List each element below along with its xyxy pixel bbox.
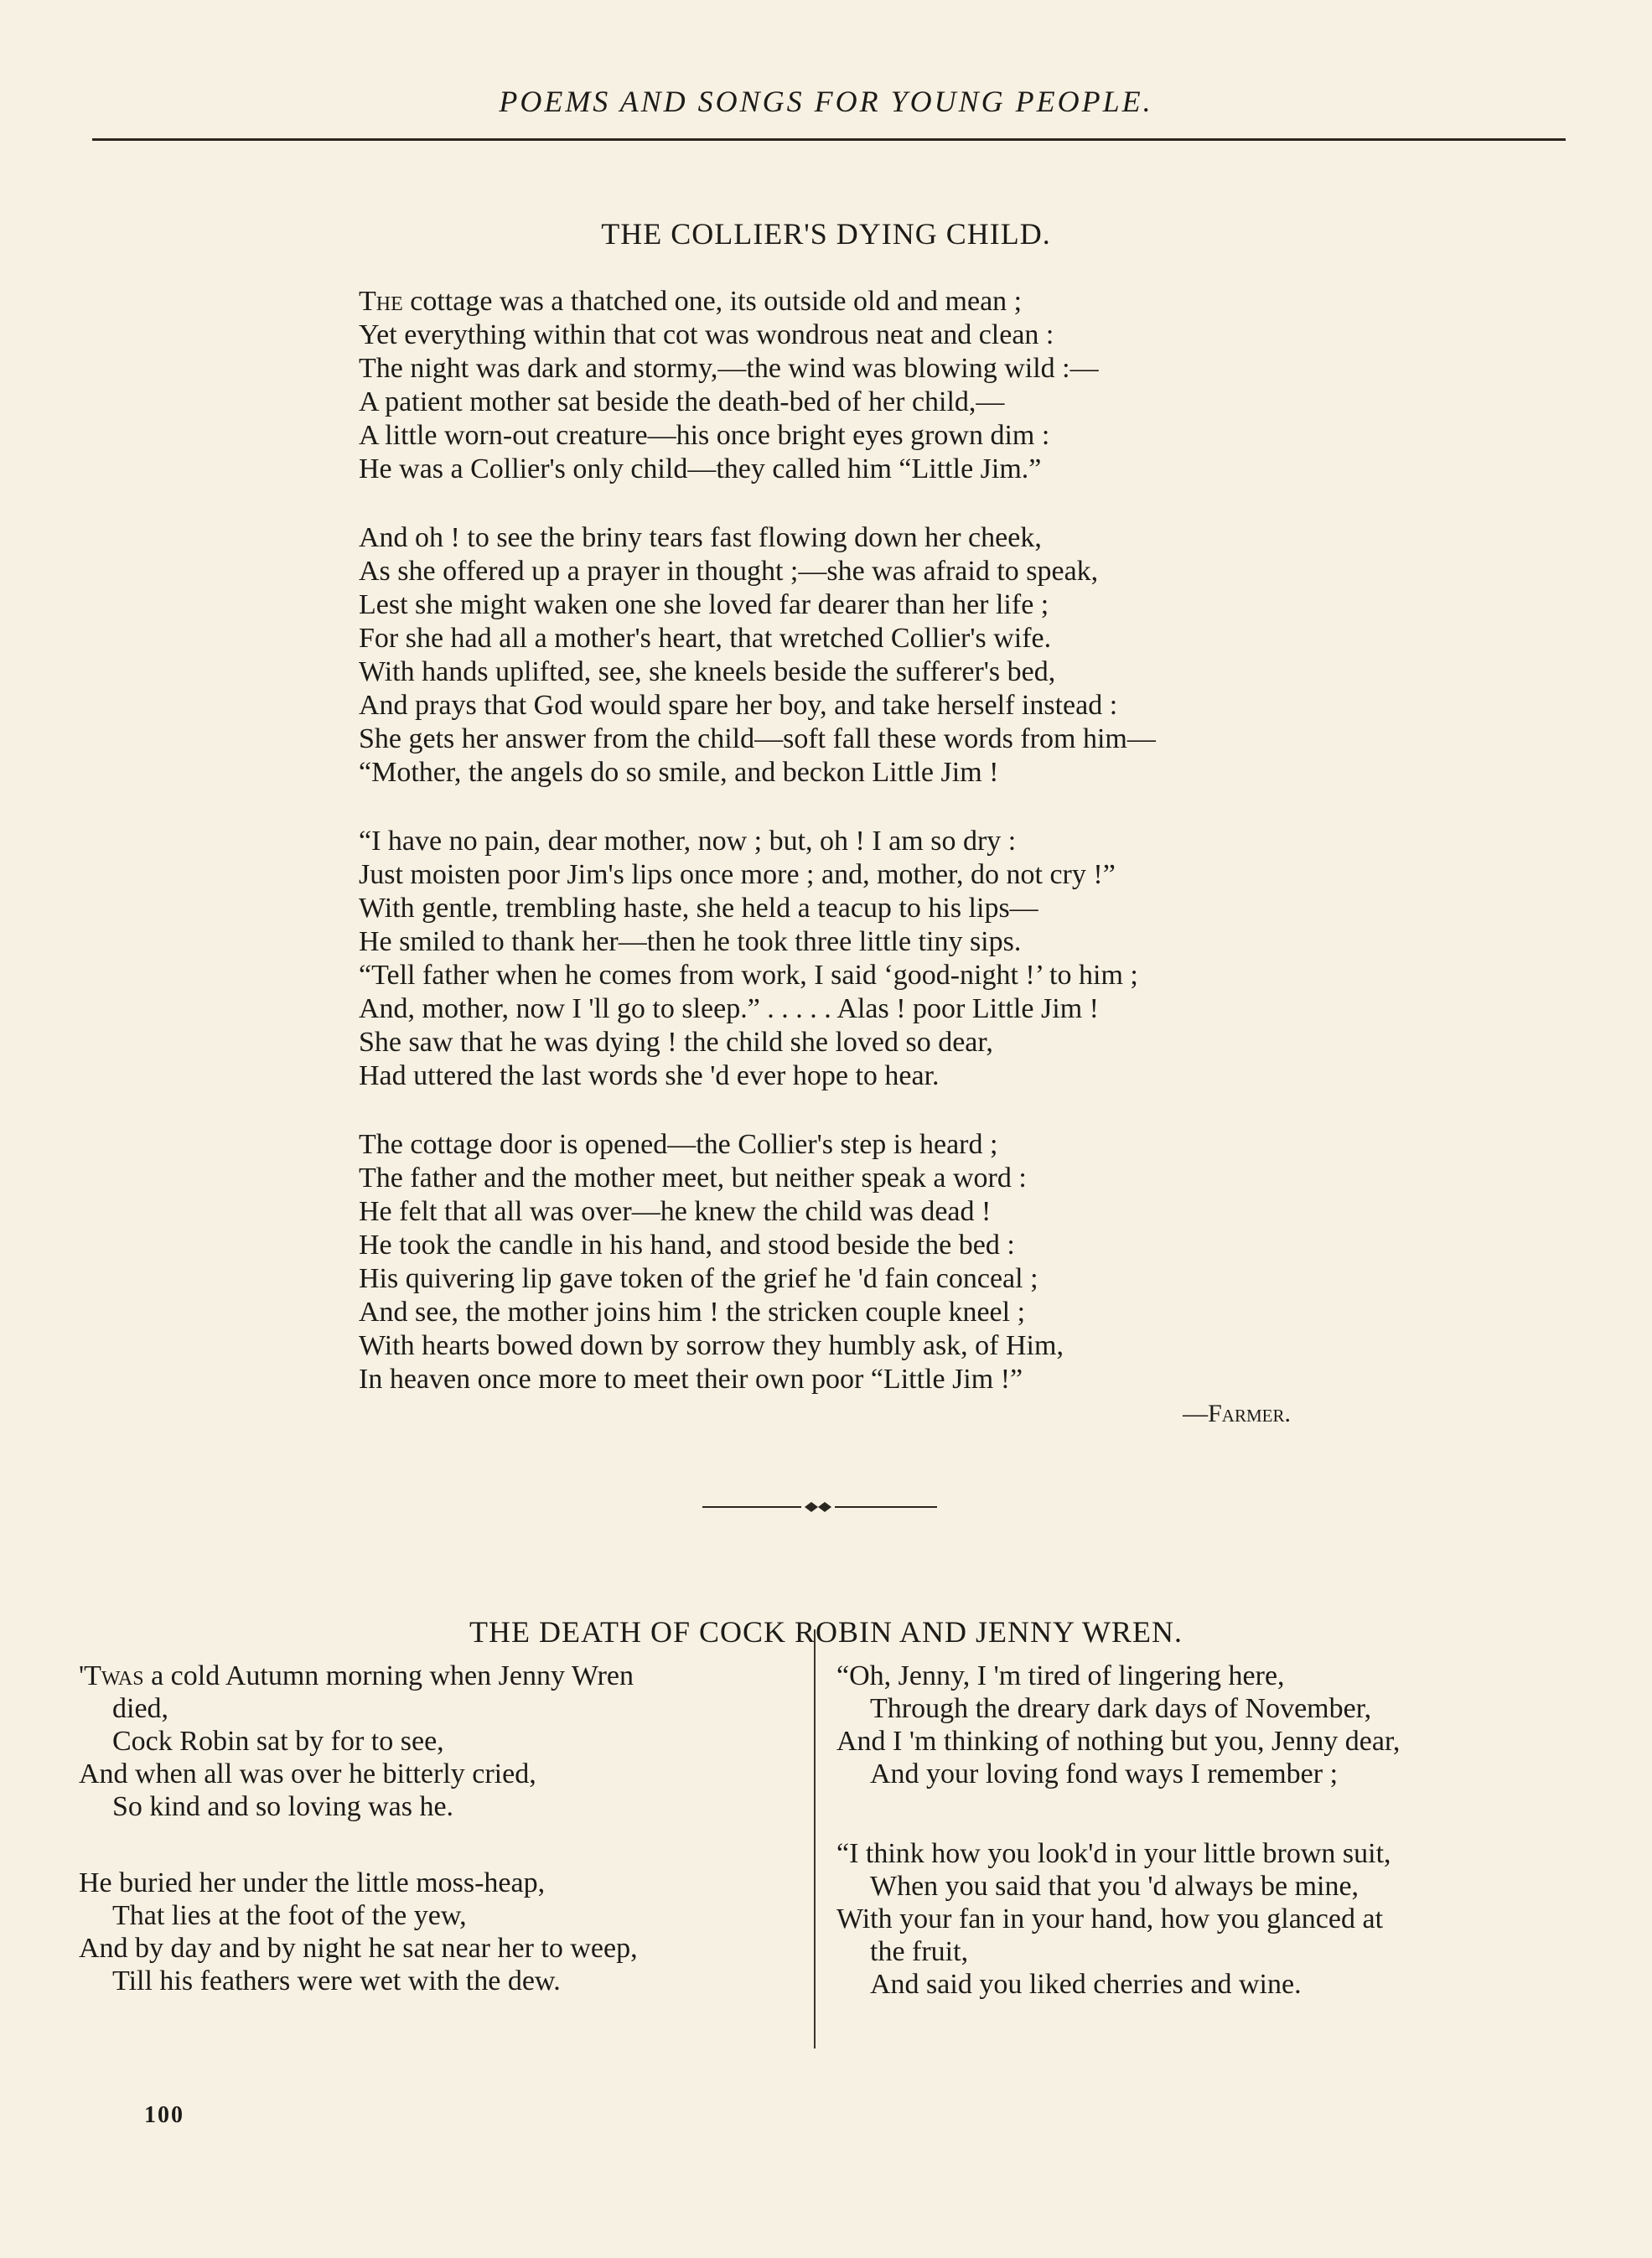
poem-line: Cock Robin sat by for to see, <box>112 1726 444 1757</box>
poem-line: Till his feathers were wet with the dew. <box>112 1965 561 1996</box>
poem-line: With your fan in your hand, how you glanced at <box>836 1903 1384 1934</box>
poem-line: And when all was over he bitterly cried, <box>79 1758 536 1789</box>
poem-line: He took the candle in his hand, and stood beside the bed : <box>359 1230 1015 1261</box>
poem-line: With gentle, trembling haste, she held a teacup to his lips— <box>359 893 1038 924</box>
poem-line: And, mother, now I 'll go to sleep.” . . . . . Alas ! poor Little Jim ! <box>359 993 1099 1024</box>
running-head: POEMS AND SONGS FOR YOUNG PEOPLE. <box>499 85 1153 118</box>
poem-line: And your loving fond ways I remember ; <box>870 1758 1339 1789</box>
poem2-right-column <box>836 1660 1574 2001</box>
poem1-stanza-1 <box>359 285 1365 486</box>
page-number: 100 <box>144 2102 184 2128</box>
poem1-stanza-2 <box>359 521 1365 790</box>
poem-line: The cottage was a thatched one, its outside old and mean ; <box>359 286 1023 317</box>
poem2-left-stanza-1 <box>79 1660 808 1823</box>
poem1-stanza-4 <box>359 1128 1365 1396</box>
poem-line: “Oh, Jenny, I 'm tired of lingering here, <box>836 1660 1285 1691</box>
poem-line: “I think how you look'd in your little brown suit, <box>836 1838 1391 1869</box>
poem-line: The father and the mother meet, but neither speak a word : <box>359 1163 1027 1194</box>
poem-line: Through the dreary dark days of November, <box>870 1693 1372 1724</box>
poem-line: 'Twas a cold Autumn morning when Jenny Wren <box>79 1660 634 1691</box>
poem-line: That lies at the foot of the yew, <box>112 1900 467 1931</box>
poem-line: And prays that God would spare her boy, and take herself instead : <box>359 690 1118 721</box>
poem1-stanza-3 <box>359 825 1365 1093</box>
poem-line: the fruit, <box>870 1936 969 1967</box>
drop-word: 'Twas <box>79 1660 144 1691</box>
poem-line: As she offered up a prayer in thought ;—she was afraid to speak, <box>359 556 1099 587</box>
poem-line: She gets her answer from the child—soft fall these words from him— <box>359 723 1156 754</box>
poem-line: With hands uplifted, see, she kneels beside the sufferer's bed, <box>359 656 1056 687</box>
poem-line: He felt that all was over—he knew the child was dead ! <box>359 1196 992 1227</box>
column-rule <box>814 1629 816 2048</box>
poem1-attribution: —Farmer. <box>1183 1400 1291 1427</box>
poem-line: He buried her under the little moss-heap, <box>79 1867 546 1898</box>
poem-line: “I have no pain, dear mother, now ; but, oh ! I am so dry : <box>359 826 1017 857</box>
poem-line: died, <box>112 1693 169 1724</box>
poem-line: For she had all a mother's heart, that wretched Collier's wife. <box>359 623 1052 654</box>
poem-line: Lest she might waken one she loved far dearer than her life ; <box>359 589 1049 620</box>
poem-line: He smiled to thank her—then he took three little tiny sips. <box>359 926 1022 957</box>
poem-line: With hearts bowed down by sorrow they humbly ask, of Him, <box>359 1330 1064 1361</box>
poem-line: And oh ! to see the briny tears fast flowing down her cheek, <box>359 522 1042 553</box>
poem2-left-stanza-2 <box>79 1867 808 1997</box>
poem2-right-stanza-1 <box>836 1660 1574 1790</box>
poem-line: He was a Collier's only child—they called him “Little Jim.” <box>359 453 1042 484</box>
poem-line: Had uttered the last words she 'd ever hope to hear. <box>359 1060 940 1091</box>
poem2-right-stanza-2 <box>836 1837 1574 2001</box>
poem-line: “Mother, the angels do so smile, and beckon Little Jim ! <box>359 757 999 788</box>
header-rule <box>92 138 1566 141</box>
poem-line: And by day and by night he sat near her to weep, <box>79 1933 638 1964</box>
poem-line: “Tell father when he comes from work, I said ‘good-night !’ to him ; <box>359 960 1138 991</box>
poem-line: And see, the mother joins him ! the stricken couple kneel ; <box>359 1297 1026 1328</box>
poem-line: Yet everything within that cot was wondrous neat and clean : <box>359 319 1054 350</box>
poem-line: So kind and so loving was he. <box>112 1791 454 1822</box>
poem-line: Just moisten poor Jim's lips once more ; and, mother, do not cry !” <box>359 859 1116 890</box>
poem2-title: THE DEATH OF COCK ROBIN AND JENNY WREN. <box>469 1615 1183 1649</box>
poem-line: His quivering lip gave token of the grief he 'd fain conceal ; <box>359 1263 1038 1294</box>
drop-word: The <box>359 286 403 317</box>
poem-line: When you said that you 'd always be mine, <box>870 1871 1359 1902</box>
poem2-left-column <box>79 1660 808 1997</box>
poem-line: In heaven once more to meet their own poor “Little Jim !” <box>359 1364 1023 1395</box>
poem1-title: THE COLLIER'S DYING CHILD. <box>601 217 1051 251</box>
poem-line: A little worn-out creature—his once bright eyes grown dim : <box>359 420 1050 451</box>
poem-line: The cottage door is opened—the Collier's step is heard ; <box>359 1129 998 1160</box>
section-divider-ornament <box>702 1497 937 1517</box>
poem-line: A patient mother sat beside the death-bed of her child,— <box>359 386 1005 417</box>
poem1-body <box>359 285 1365 1396</box>
poem-line: She saw that he was dying ! the child she loved so dear, <box>359 1027 993 1058</box>
poem-line: The night was dark and stormy,—the wind was blowing wild :— <box>359 353 1099 384</box>
poem-line: And I 'm thinking of nothing but you, Jenny dear, <box>836 1726 1401 1757</box>
poem-line: And said you liked cherries and wine. <box>870 1969 1302 2000</box>
